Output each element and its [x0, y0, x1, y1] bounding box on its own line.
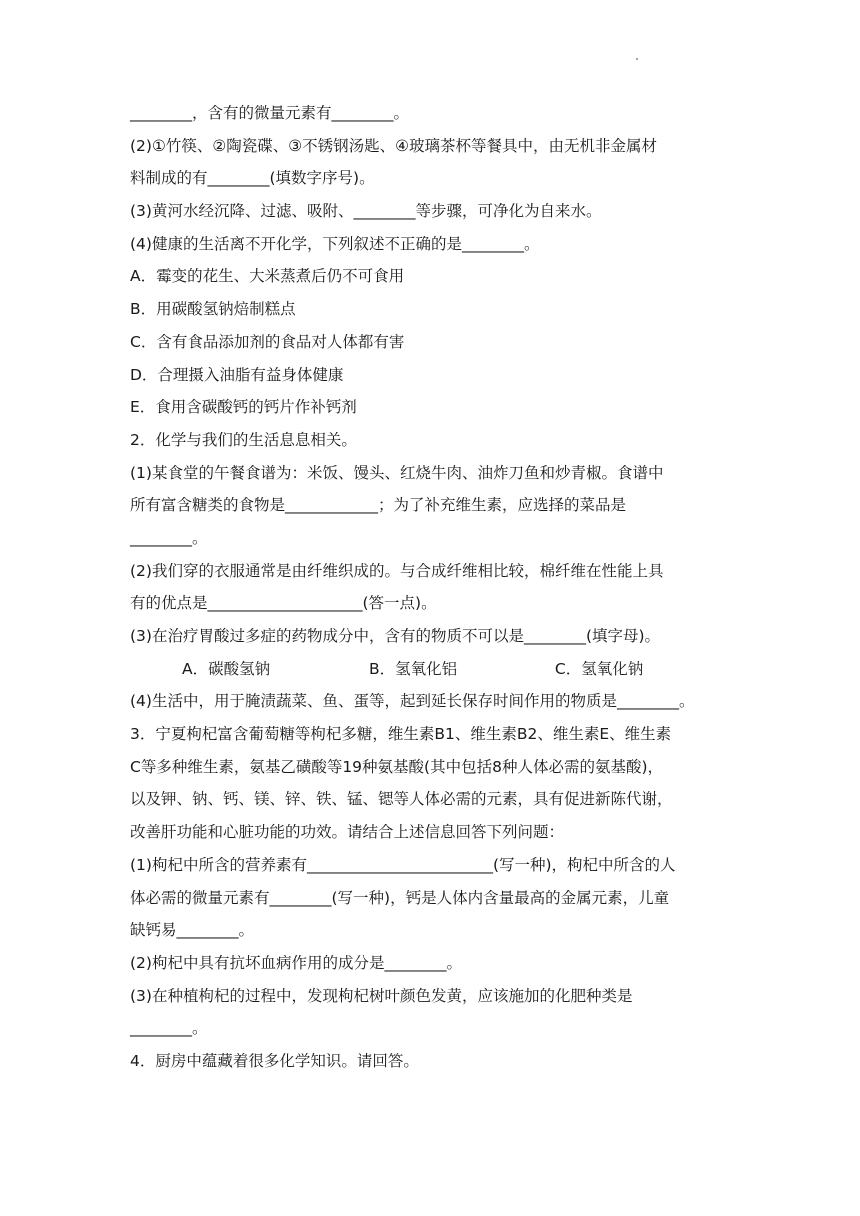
text-line: (3)在种植枸杞的过程中，发现枸杞树叶颜色发黄，应该施加的化肥种类是	[130, 986, 633, 1005]
text-line: 改善肝功能和心脏功能的功效。请结合上述信息回答下列问题：	[130, 823, 565, 842]
option-line: A．霉变的花生、大米蒸煮后仍不可食用	[130, 267, 405, 286]
text-line: ________，含有的微量元素有________。	[130, 104, 410, 122]
text-line: 料制成的有________(填数字序号)。	[130, 169, 375, 188]
text-line: (4)生活中，用于腌渍蔬菜、鱼、蛋等，起到延长保存时间作用的物质是________。	[130, 692, 695, 711]
option-a: A．碳酸氢钠	[182, 659, 271, 678]
text-line: 有的优点是____________________(答一点)。	[130, 594, 437, 613]
text-line: 以及钾、钠、钙、镁、锌、铁、锰、锶等人体必需的元素，具有促进新陈代谢，	[130, 790, 673, 809]
page-content	[130, 102, 740, 1083]
text-line: C等多种维生素，氨基乙磺酸等19种氨基酸(其中包括8种人体必需的氨基酸)，	[130, 757, 664, 776]
option-line: C．含有食品添加剂的食品对人体都有害	[130, 332, 405, 351]
option-line: E．食用含碳酸钙的钙片作补钙剂	[130, 398, 357, 417]
text-line: (1)某食堂的午餐食谱为：米饭、馒头、红烧牛肉、油炸刀鱼和炒青椒。食谱中	[130, 463, 664, 482]
text-line: 缺钙易________。	[130, 921, 255, 940]
text-line: (1)枸杞中所含的营养素有________________________(写一种)，枸杞中所含的人	[130, 855, 676, 874]
text-line: (2)①竹筷、②陶瓷碟、③不锈钢汤匙、④玻璃茶杯等餐具中，由无机非金属材	[130, 136, 658, 155]
question-heading: 3．宁夏枸杞富含葡萄糖等枸杞多糖，维生素B1、维生素B2、维生素E、维生素	[130, 725, 672, 744]
option-line: D．合理摄入油脂有益身体健康	[130, 365, 344, 384]
text-line: (2)我们穿的衣服通常是由纤维织成的。与合成纤维相比较，棉纤维在性能上具	[130, 561, 664, 580]
question-heading: 2．化学与我们的生活息息相关。	[130, 430, 357, 449]
options-row	[130, 658, 740, 691]
text-line: (2)枸杞中具有抗坏血病作用的成分是________。	[130, 953, 462, 972]
question-heading: 4．厨房中蕴藏着很多化学知识。请回答。	[130, 1051, 419, 1070]
header-dot	[636, 58, 638, 60]
option-c: C．氢氧化钠	[554, 659, 644, 678]
option-b: B．氢氧化铝	[368, 659, 458, 678]
text-line: 所有富含糖类的食物是____________；为了补充维生素，应选择的菜品是	[130, 496, 627, 515]
text-line: (4)健康的生活离不开化学，下列叙述不正确的是________。	[130, 234, 540, 253]
option-line: B．用碳酸氢钠焙制糕点	[130, 300, 296, 319]
text-line: ________。	[130, 528, 208, 547]
text-line: 体必需的微量元素有________(写一种)，钙是人体内含量最高的金属元素，儿童	[130, 888, 670, 907]
text-line: (3)在治疗胃酸过多症的药物成分中，含有的物质不可以是________(填字母)。	[130, 627, 661, 645]
text-line: ________。	[130, 1019, 208, 1038]
text-line: (3)黄河水经沉降、过滤、吸附、________等步骤，可净化为自来水。	[130, 202, 602, 221]
